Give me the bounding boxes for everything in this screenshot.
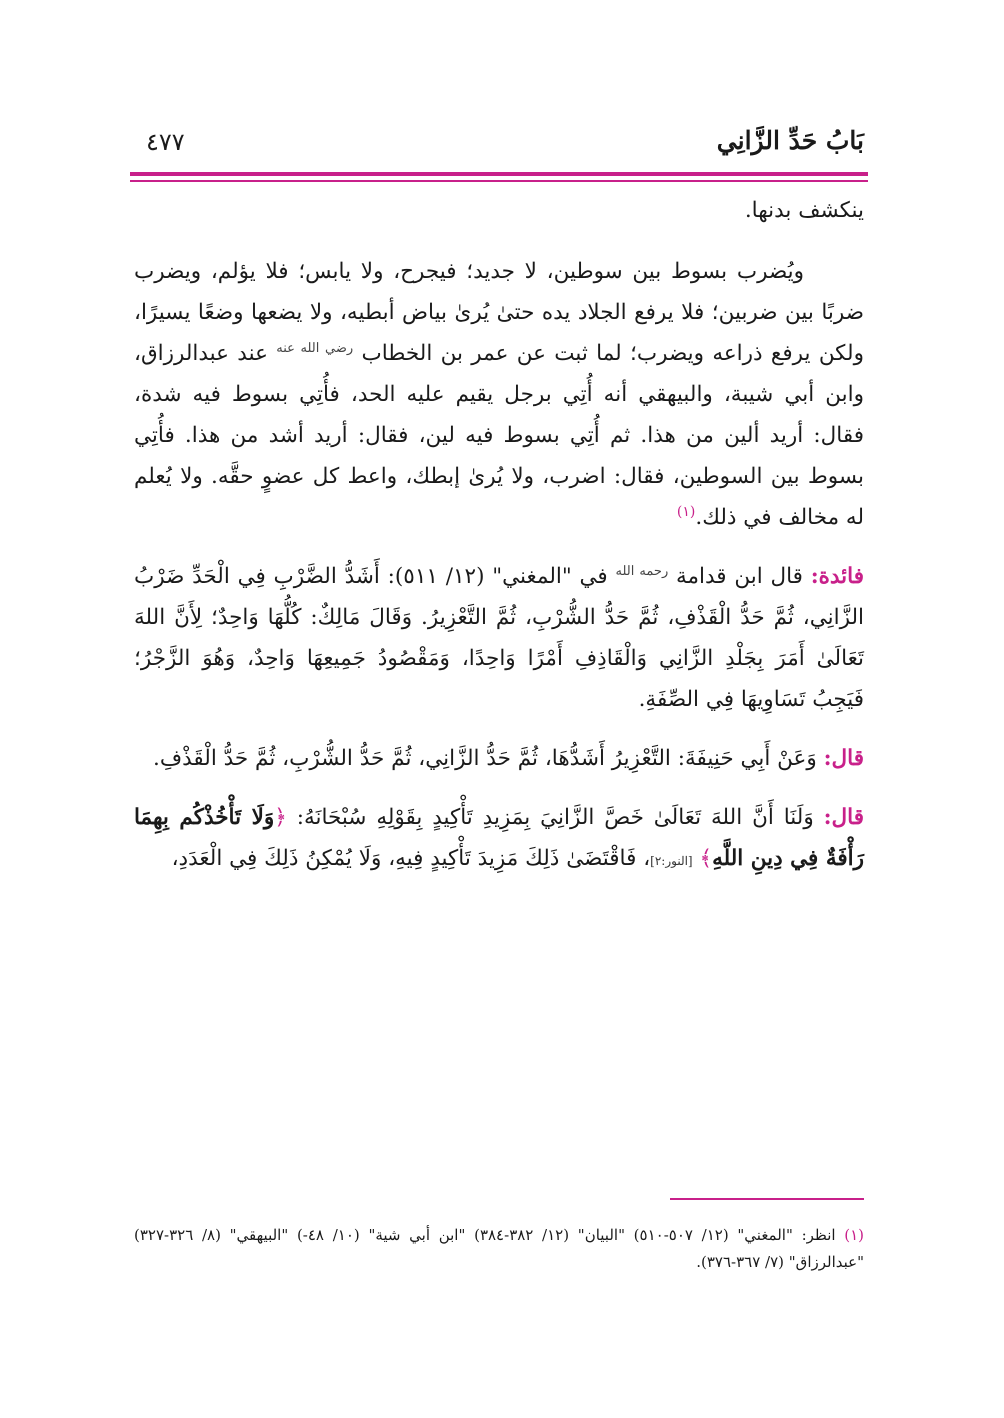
footnote — [134, 1222, 864, 1276]
qala-text: وَلَنَا أَنَّ اللهَ تَعَالَىٰ خَصَّ الزَّانِيَ بِمَزِيدِ تَأْكِيدٍ بِقَوْلِهِ سُبْحَانَهُ: — [296, 805, 814, 830]
footnote-number: (١) — [844, 1226, 865, 1244]
qala-block — [134, 738, 864, 779]
faida-text: في "المغني" (١٢/ ٥١١): أَشَدُّ الضَّرْبِ فِي الْحَدِّ ضَرْبُ الزَّانِي، ثُمَّ حَدُّ الْقَذْفِ، ثُمَّ حَدُّ الشُّرْبِ، ثُمَّ التَّعْزِيرُ. وَقَالَ مَالِكٌ: كُلُّهَا وَاحِدٌ؛ لِأَنَّ اللهَ تَعَالَىٰ أَمَرَ بِجَلْدِ الزَّانِي وَالْقَاذِفِ أَمْرًا وَاحِدًا، وَمَقْصُودُ جَمِيعِهَا وَاحِدٌ، وَهُوَ الزَّجْرُ؛ فَيَجِبُ تَسَاوِيهَا فِي الصِّفَةِ. — [134, 564, 864, 712]
qala-text: ، فَاقْتَضَىٰ ذَلِكَ مَزِيدَ تَأْكِيدٍ فِيهِ، وَلَا يُمْكِنُ ذَلِكَ فِي الْعَدَدِ، — [171, 846, 651, 871]
quran-reference: [النور:٢] — [650, 854, 693, 868]
qala-text: وَعَنْ أَبِي حَنِيفَةَ: التَّعْزِيرُ أَشَدُّهَا، ثُمَّ حَدُّ الزَّانِي، ثُمَّ حَدُّ الشُّرْبِ، ثُمَّ حَدُّ الْقَذْفِ. — [152, 746, 817, 771]
quran-bracket-open: ﴿ — [274, 805, 287, 830]
header-rule-thick — [130, 172, 868, 176]
main-text — [134, 190, 864, 900]
paragraph-beating-method — [134, 251, 864, 538]
header-rule-thin — [130, 180, 868, 182]
faida-text: قال ابن قدامة — [676, 564, 803, 589]
paragraph-text: ويُضرب بسوط بين سوطين، لا جديد؛ فيجرح، ولا يابس؛ فلا يؤلم، ويضرب ضربًا بين ضربين؛ فلا يرفع الجلاد يده حتىٰ يُرىٰ بياض أبطيه، ولا يضعها وضعًا يسيرًا، ولكن يرفع ذراعه ويضرب؛ لما ثبت عن عمر بن الخطاب — [134, 259, 864, 366]
chapter-title: بَابُ حَدِّ الزَّانِي — [716, 126, 864, 155]
faida-label: فائدة: — [810, 564, 864, 589]
footnote-separator — [670, 1198, 864, 1200]
quran-bracket-close: ﴾ — [699, 846, 713, 871]
qala-label: قال: — [823, 805, 864, 830]
footnote-text: انظر: "المغني" (١٢/ ٥٠٧-٥١٠) "البيان" (١٢/ ٣٨٢-٣٨٤) "ابن أبي شية" (١٠/ ٤٨-) "البيهقي" (٨/ ٣٢٦-٣٢٧) "عبدالرزاق" (٧/ ٣٦٧-٣٧٦). — [134, 1226, 864, 1271]
page-header — [134, 126, 864, 166]
honorific-glyph: رضي الله عنه — [276, 340, 354, 356]
paragraph-continuation: ينكشف بدنها. — [744, 198, 864, 223]
quran-verse: وَلَا تَأْخُذْكُم بِهِمَا رَأْفَةٌ فِي دِينِ اللَّهِ — [134, 805, 864, 871]
qala-block — [134, 797, 864, 882]
honorific-glyph: رحمه الله — [615, 563, 669, 579]
faida-block — [134, 556, 864, 720]
paragraph-text: عند عبدالرزاق، وابن أبي شيبة، والبيهقي أنه أُتِي برجل يقيم عليه الحد، فأُتِي بسوط فيه شدة، فقال: أريد ألين من هذا. ثم أُتِي بسوط فيه لين، فقال: أريد أشد من هذا. فأُتِي بسوط بين السوطين، فقال: اضرب، ولا يُرىٰ إبطك، واعط كل عضوٍ حقَّه. ولا يُعلم له مخالف في ذلك. — [134, 341, 864, 530]
page-number: ٤٧٧ — [146, 128, 185, 156]
qala-label: قال: — [823, 746, 864, 771]
footnote-reference[interactable]: (١) — [676, 503, 696, 520]
